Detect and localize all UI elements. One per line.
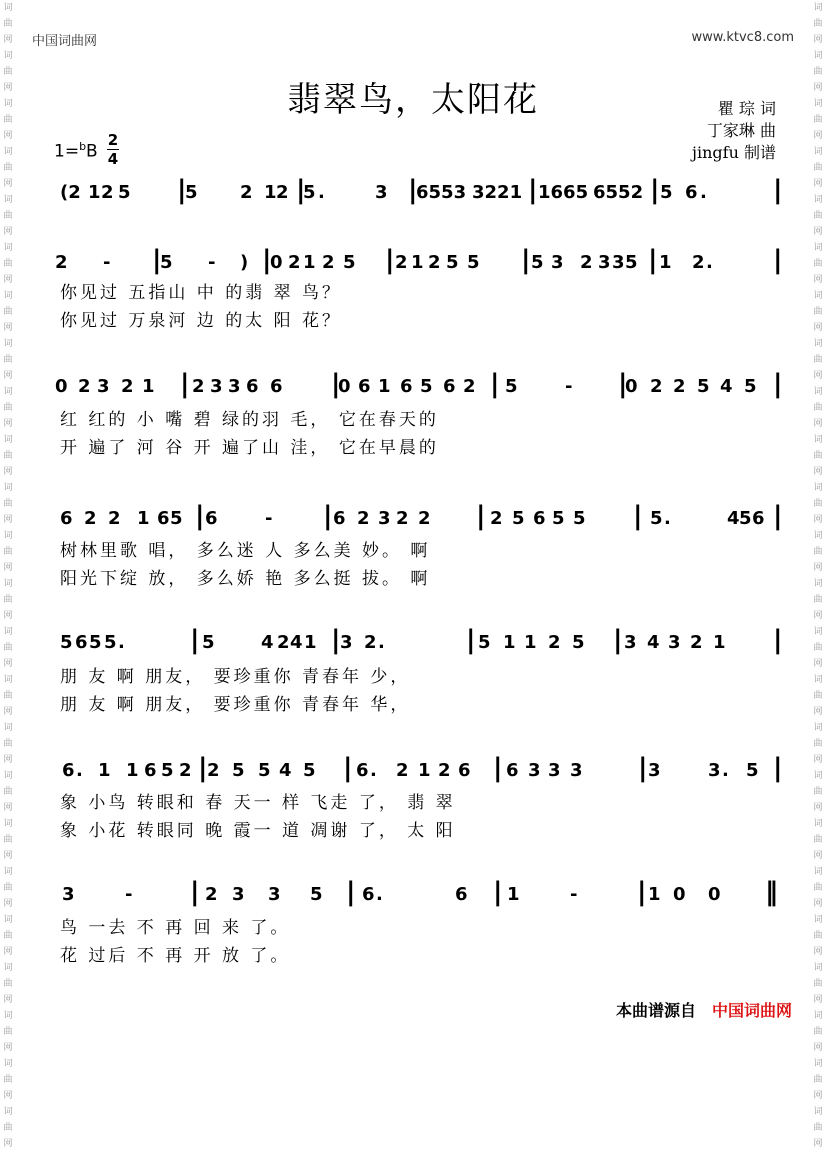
barline: | [190, 877, 200, 907]
note: 3 [624, 632, 637, 653]
barline: | [490, 369, 500, 399]
note: 6 [752, 508, 765, 529]
note: 2 [207, 760, 220, 781]
note: 3 [97, 376, 110, 397]
note: 2 [288, 252, 301, 273]
footer-source [616, 998, 792, 1021]
note: 5 [303, 182, 316, 203]
lyric-line: 你见过 五指山 中 的翡 翠 鸟？ [60, 283, 343, 303]
note: 5 [697, 376, 710, 397]
key-flat: b [79, 140, 87, 153]
time-bottom: 4 [107, 150, 119, 168]
note: 1 [88, 182, 101, 203]
note: 6 [685, 182, 698, 203]
note: 4 [720, 376, 733, 397]
note: 5 [232, 760, 245, 781]
note: - [208, 252, 216, 273]
lyric-line: 朋 友 啊 朋友， 要珍重你 青春年 少， [60, 667, 411, 687]
barline: | [408, 175, 418, 205]
note: 6 [400, 376, 413, 397]
note: 1 [137, 508, 150, 529]
note: 2 [179, 760, 192, 781]
note: 1 [524, 632, 537, 653]
note: ) [240, 252, 249, 273]
note: 1 [503, 632, 516, 653]
note: 6 [246, 376, 259, 397]
note: 5 [467, 252, 480, 273]
note: 2 [364, 632, 377, 653]
time-top: 2 [107, 131, 119, 149]
note: 1 [126, 760, 139, 781]
note: 3 [598, 252, 611, 273]
barline: | [262, 245, 272, 275]
note: 2 [121, 376, 134, 397]
note: 5 [89, 632, 102, 653]
note: 2 [463, 376, 476, 397]
lyric-line: 象 小鸟 转眼和 春 天一 样 飞走 了， 翡 翠 [60, 793, 456, 813]
lyric-line: 红 红的 小 嘴 碧 绿的羽 毛， 它在春天的 [60, 410, 439, 430]
note: 0 [338, 376, 351, 397]
note: 6 [358, 376, 371, 397]
barline: | [613, 625, 623, 655]
note: 5 [185, 182, 198, 203]
note: 3 [268, 884, 281, 905]
lyric-line: 树林里歌 唱， 多么迷 人 多么美 妙。 啊 [60, 541, 431, 561]
note: 5 [170, 508, 183, 529]
note: 6553 [416, 182, 467, 203]
note: 6 [60, 508, 73, 529]
lyric-line: 你见过 万泉河 边 的太 阳 花？ [60, 311, 343, 331]
note: 6 [333, 508, 346, 529]
note: 6 [157, 508, 170, 529]
note: - [570, 884, 578, 905]
note: 4 [261, 632, 274, 653]
lyricist-credit: 瞿 琮 词 [717, 99, 776, 118]
barline: | [493, 753, 503, 783]
barline: | [476, 501, 486, 531]
note: 5 [104, 632, 117, 653]
note: 3 [378, 508, 391, 529]
barline: | [180, 369, 190, 399]
note: 4 [647, 632, 660, 653]
note: 1 [648, 884, 661, 905]
note: 1 [303, 252, 316, 273]
note: 5 [202, 632, 215, 653]
barline: | [331, 625, 341, 655]
note: 1 [659, 252, 672, 273]
note: 2 [490, 508, 503, 529]
note: - [103, 252, 111, 273]
note: - [125, 884, 133, 905]
note: 5 [420, 376, 433, 397]
footer-source-label: 本曲谱源自 [615, 1001, 696, 1020]
lyric-line: 象 小花 转眼同 晚 霞一 道 凋谢 了， 太 阳 [60, 821, 456, 841]
footer-source-brand: 中国词曲网 [711, 1001, 792, 1020]
note: 5 [573, 508, 586, 529]
note: 1 [264, 182, 277, 203]
note: 6 [362, 884, 375, 905]
note: 1 [304, 632, 317, 653]
note: 3 [62, 884, 75, 905]
barline: | [773, 753, 783, 783]
barline: | [195, 501, 205, 531]
note: 5 [625, 252, 638, 273]
note: 2 [240, 182, 253, 203]
note: . [664, 508, 671, 529]
note: 2 [277, 632, 290, 653]
note: 1 [411, 252, 424, 273]
note: 2 [276, 182, 289, 203]
barline: | [773, 175, 783, 205]
note: 3 [668, 632, 681, 653]
note: 0 [270, 252, 283, 273]
note: 5 [552, 508, 565, 529]
note: 2 [108, 508, 121, 529]
note: 1 [378, 376, 391, 397]
lyric-line: 朋 友 啊 朋友， 要珍重你 青春年 华， [60, 695, 411, 715]
barline: | [618, 369, 628, 399]
barline: | [343, 753, 353, 783]
note: . [76, 760, 83, 781]
note: 5 [744, 376, 757, 397]
note: 5 [650, 508, 663, 529]
note: 3 [340, 632, 353, 653]
barline: | [346, 877, 356, 907]
composer-credit: 丁家琳 曲 [706, 121, 776, 140]
lyric-line: 花 过后 不 再 开 放 了。 [60, 946, 291, 966]
note: 5 [739, 508, 752, 529]
note: 6 [356, 760, 369, 781]
note: 6 [455, 884, 468, 905]
note: 3 [648, 760, 661, 781]
note: 2 [395, 252, 408, 273]
note: 4 [279, 760, 292, 781]
note: 5 [343, 252, 356, 273]
note: 6 [62, 760, 75, 781]
note: 5 [310, 884, 323, 905]
note: 2 [357, 508, 370, 529]
note: 6 [75, 632, 88, 653]
note: 0 [673, 884, 686, 905]
barline: | [650, 175, 660, 205]
note: . [318, 182, 325, 203]
note: . [700, 182, 707, 203]
note: 3 [228, 376, 241, 397]
note: 3 [708, 760, 721, 781]
note: 3 [210, 376, 223, 397]
note: 2 [548, 632, 561, 653]
note: . [118, 632, 125, 653]
note: . [378, 632, 385, 653]
note: 6 [144, 760, 157, 781]
note: 3 [232, 884, 245, 905]
note: - [565, 376, 573, 397]
note: (2 [60, 182, 81, 203]
note: . [370, 760, 377, 781]
arranger-credit: jingfu 制谱 [692, 143, 776, 162]
note: 2 [322, 252, 335, 273]
barline: | [493, 877, 503, 907]
note: 0 [708, 884, 721, 905]
barline: | [633, 501, 643, 531]
note: 3 [528, 760, 541, 781]
barline: | [152, 245, 162, 275]
note: 2 [101, 182, 114, 203]
note: 5 [258, 760, 271, 781]
barline: | [521, 245, 531, 275]
barline: | [190, 625, 200, 655]
note: 6552 [593, 182, 644, 203]
note: 2 [692, 252, 705, 273]
barline: | [296, 175, 306, 205]
note: 5 [478, 632, 491, 653]
barline: | [773, 501, 783, 531]
barline: | [528, 175, 538, 205]
site-name-header: 中国词曲网 [32, 34, 98, 49]
key-note: B [86, 141, 98, 162]
barline: | [773, 245, 783, 275]
note: 2 [428, 252, 441, 273]
note: 6 [533, 508, 546, 529]
note: 2 [84, 508, 97, 529]
barline: | [323, 501, 333, 531]
note: 2 [396, 508, 409, 529]
note: 0 [625, 376, 638, 397]
note: 1 [713, 632, 726, 653]
note: 1 [98, 760, 111, 781]
note: 3 [570, 760, 583, 781]
barline: | [637, 877, 647, 907]
note: 2 [78, 376, 91, 397]
note: 2 [650, 376, 663, 397]
note: 0 [55, 376, 68, 397]
note: 1 [142, 376, 155, 397]
lyric-line: 鸟 一去 不 再 回 来 了。 [60, 918, 291, 938]
note: 6 [270, 376, 283, 397]
note: 4 [727, 508, 740, 529]
note: 5 [512, 508, 525, 529]
note: 5 [118, 182, 131, 203]
note: 5 [160, 252, 173, 273]
song-title: 翡翠鸟，太阳花 [287, 80, 539, 120]
left-watermark-strip: 词曲网词曲网词曲网词曲网词曲网词曲网词曲网词曲网词曲网词曲网词曲网词曲网词曲网词曲网词曲网词曲网词曲网词曲网词曲网词曲网词曲网词曲网词曲网词曲网 [3, 3, 13, 1149]
note: 6 [443, 376, 456, 397]
note: 5 [303, 760, 316, 781]
note: 2 [438, 760, 451, 781]
barline: | [773, 625, 783, 655]
note: . [376, 884, 383, 905]
note: . [722, 760, 729, 781]
note: 2 [690, 632, 703, 653]
note: 5 [60, 632, 73, 653]
note: 6 [458, 760, 471, 781]
barline: | [385, 245, 395, 275]
note: - [265, 508, 273, 529]
note: 5 [660, 182, 673, 203]
note: 2 [673, 376, 686, 397]
note: 2 [55, 252, 68, 273]
key-prefix: 1= [54, 141, 80, 162]
note: 5 [505, 376, 518, 397]
barline: | [638, 753, 648, 783]
note: 5 [446, 252, 459, 273]
note: 3 [612, 252, 625, 273]
note: 2 [396, 760, 409, 781]
barline: ‖ [765, 877, 778, 907]
barline: | [331, 369, 341, 399]
note: 5 [161, 760, 174, 781]
note: 5 [572, 632, 585, 653]
note: 5 [531, 252, 544, 273]
note: 4 [290, 632, 303, 653]
barline: | [198, 753, 208, 783]
note: 3 [375, 182, 388, 203]
note: 6 [205, 508, 218, 529]
note: . [706, 252, 713, 273]
barline: | [177, 175, 187, 205]
note: 3 [551, 252, 564, 273]
note: 6 [506, 760, 519, 781]
lyric-line: 阳光下绽 放， 多么娇 艳 多么挺 拔。 啊 [60, 569, 431, 589]
note: 2 [580, 252, 593, 273]
note: 3 [548, 760, 561, 781]
note: 2 [418, 508, 431, 529]
right-watermark-strip: 词曲网词曲网词曲网词曲网词曲网词曲网词曲网词曲网词曲网词曲网词曲网词曲网词曲网词曲网词曲网词曲网词曲网词曲网词曲网词曲网词曲网词曲网词曲网词曲网 [813, 3, 823, 1149]
note: 1665 [538, 182, 589, 203]
lyric-line: 开 遍了 河 谷 开 遍了山 洼， 它在早晨的 [60, 438, 439, 458]
barline: | [466, 625, 476, 655]
note: 2 [192, 376, 205, 397]
barline: | [648, 245, 658, 275]
note: 1 [507, 884, 520, 905]
note: 5 [746, 760, 759, 781]
barline: | [773, 369, 783, 399]
note: 2 [205, 884, 218, 905]
note: 3221 [472, 182, 523, 203]
note: 1 [418, 760, 431, 781]
site-url-header: www.ktvc8.com [691, 30, 794, 45]
